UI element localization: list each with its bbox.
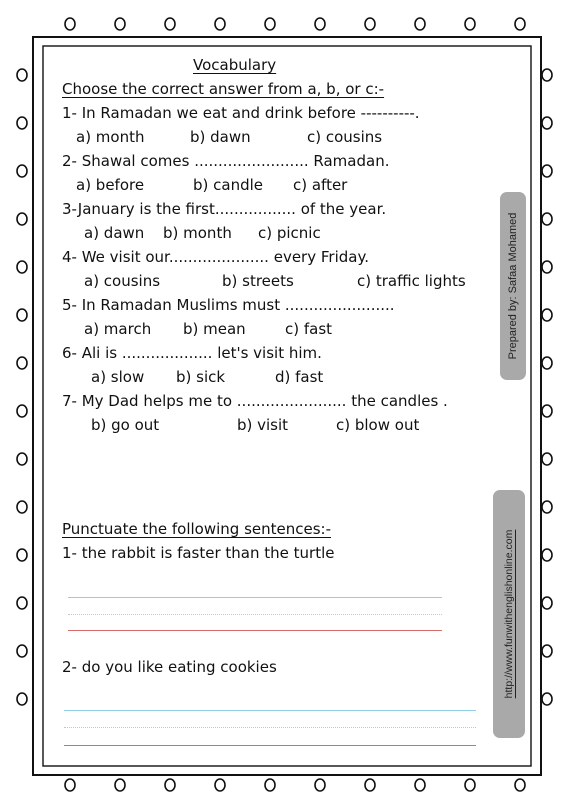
border-curl <box>17 453 27 465</box>
question-7-option-b: b) visit <box>237 416 289 434</box>
question-2-option-a: a) before <box>76 176 145 194</box>
question-6: 6- Ali is ................... let's visit him. <box>62 344 322 362</box>
border-curl <box>415 18 425 30</box>
question-7: 7- My Dad helps me to ....................... the candles . <box>62 392 448 410</box>
border-curl <box>17 549 27 561</box>
question-2-option-c: c) after <box>293 176 348 194</box>
border-curl <box>315 18 325 30</box>
border-curl <box>115 18 125 30</box>
website-tab <box>493 490 525 738</box>
question-3-option-b: b) month <box>163 224 232 242</box>
question-2-option-b: b) candle <box>193 176 264 194</box>
border-curl <box>465 779 475 791</box>
question-4-option-b: b) streets <box>222 272 294 290</box>
border-curl <box>215 779 225 791</box>
border-curl <box>365 779 375 791</box>
border-curl <box>215 18 225 30</box>
question-3-option-c: c) picnic <box>258 224 321 242</box>
question-5: 5- In Ramadan Muslims must ....................... <box>62 296 395 314</box>
border-curl <box>542 645 552 657</box>
border-curl <box>542 453 552 465</box>
border-curl <box>115 779 125 791</box>
border-curl <box>17 501 27 513</box>
question-5-option-a: a) march <box>84 320 152 338</box>
border-curl <box>415 779 425 791</box>
border-curl <box>65 18 75 30</box>
sentence-1: 1- the rabbit is faster than the turtle <box>62 544 335 562</box>
border-curl <box>542 261 552 273</box>
border-curl <box>17 645 27 657</box>
border-curl <box>265 779 275 791</box>
border-curl <box>165 779 175 791</box>
website-label: http://www.funwithenglishonline.com <box>503 529 515 699</box>
border-curl <box>542 69 552 81</box>
border-curl <box>542 309 552 321</box>
border-curl <box>65 779 75 791</box>
question-5-option-c: c) fast <box>285 320 333 338</box>
border-curl <box>542 165 552 177</box>
border-curl <box>542 549 552 561</box>
question-7-option-c: c) blow out <box>336 416 420 434</box>
border-curl <box>17 69 27 81</box>
question-1-option-b: b) dawn <box>190 128 251 146</box>
question-6-option-a: a) slow <box>91 368 145 386</box>
border-curl <box>542 117 552 129</box>
question-4-option-a: a) cousins <box>84 272 161 290</box>
page-title: Vocabulary <box>193 56 277 74</box>
question-5-option-b: b) mean <box>183 320 246 338</box>
author-label: Prepared by: Safaa Mohamed <box>507 212 519 360</box>
question-1-option-c: c) cousins <box>307 128 383 146</box>
author-tab <box>500 192 526 380</box>
question-4: 4- We visit our..................... every Friday. <box>62 248 369 266</box>
sentence-2: 2- do you like eating cookies <box>62 658 277 676</box>
instructions: Choose the correct answer from a, b, or c:- <box>62 80 385 98</box>
border-curl <box>17 405 27 417</box>
writing-line-blue <box>68 597 442 598</box>
border-curl <box>542 693 552 705</box>
border-curl <box>17 597 27 609</box>
question-7-option-a: b) go out <box>91 416 160 434</box>
border-curl <box>265 18 275 30</box>
punctuate-heading: Punctuate the following sentences:- <box>62 520 332 538</box>
question-1-option-a: a) month <box>76 128 145 146</box>
border-curl <box>365 18 375 30</box>
border-curl <box>542 405 552 417</box>
question-2: 2- Shawal comes ........................ Ramadan. <box>62 152 390 170</box>
writing-line-red <box>64 745 476 746</box>
border-curl <box>165 18 175 30</box>
question-3: 3-January is the first................. of the year. <box>62 200 387 218</box>
border-curl <box>17 213 27 225</box>
question-1: 1- In Ramadan we eat and drink before ----------. <box>62 104 420 122</box>
question-6-option-c: d) fast <box>275 368 324 386</box>
border-curl <box>17 357 27 369</box>
border-curl <box>17 165 27 177</box>
question-3-option-a: a) dawn <box>84 224 145 242</box>
border-curl <box>17 309 27 321</box>
border-curl <box>542 357 552 369</box>
border-curl <box>542 597 552 609</box>
border-curl <box>315 779 325 791</box>
border-curl <box>515 18 525 30</box>
writing-line-red <box>68 630 442 631</box>
writing-line-blue <box>64 710 476 711</box>
border-curl <box>17 117 27 129</box>
writing-line-dotted <box>64 727 476 728</box>
writing-line-dotted <box>68 614 442 615</box>
question-4-option-c: c) traffic lights <box>357 272 466 290</box>
border-curl <box>515 779 525 791</box>
border-curl <box>542 501 552 513</box>
border-curl <box>17 261 27 273</box>
border-curl <box>542 213 552 225</box>
question-6-option-b: b) sick <box>176 368 226 386</box>
border-curl <box>465 18 475 30</box>
border-curl <box>17 693 27 705</box>
